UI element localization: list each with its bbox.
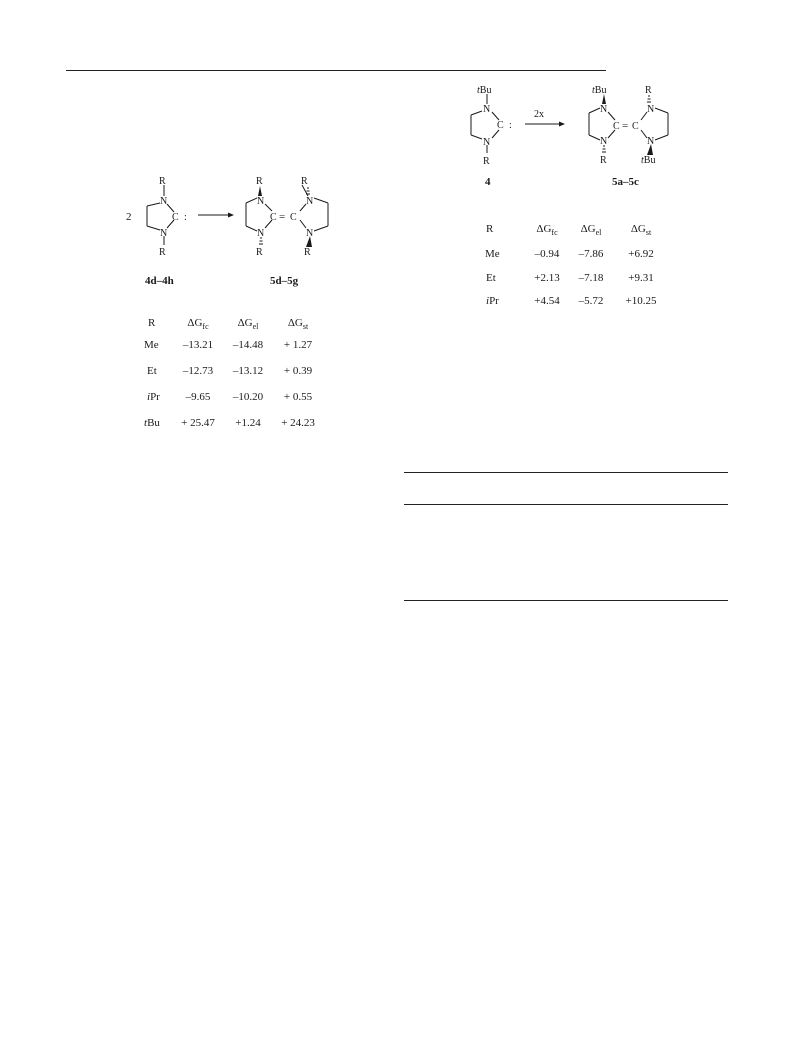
atom-c-carbene: C — [172, 212, 179, 223]
energy-table-right — [485, 223, 657, 307]
row-el: +1.24 — [235, 417, 261, 429]
atom-n-bottom: N — [160, 228, 168, 239]
table-row — [144, 417, 315, 429]
atom-r-p4: R — [304, 247, 311, 258]
atom-r-p2: R — [256, 247, 263, 258]
tbu-product-bottom: tBu — [641, 155, 656, 166]
atom-n-q2: N — [600, 136, 608, 147]
atom-n-bottom-right: N — [483, 137, 491, 148]
row-el: –5.72 — [578, 295, 604, 307]
atom-n-q1: N — [600, 104, 608, 115]
atom-n-q3: N — [647, 104, 655, 115]
atom-c-carbene-right: C — [497, 120, 504, 131]
atom-n-top-right: N — [483, 104, 491, 115]
reaction-arrow-left — [198, 213, 234, 218]
reactant-label-left: 4d–4h — [145, 275, 174, 287]
product-label-right: 5a–5c — [612, 176, 639, 188]
top-rule — [66, 70, 606, 71]
row-st: + 1.27 — [283, 339, 313, 351]
row-el: –7.86 — [578, 248, 604, 260]
row-r: Me — [485, 248, 500, 260]
row-el: –14.48 — [232, 339, 264, 351]
row-r: tBu — [144, 417, 160, 429]
table-top-rule — [404, 472, 728, 473]
hash-bond-r-top — [647, 96, 651, 102]
table-row — [486, 272, 654, 284]
row-fc: +4.54 — [534, 295, 560, 307]
row-st: +10.25 — [625, 295, 657, 307]
reactant-label-right: 4 — [485, 176, 491, 188]
row-st: + 0.55 — [283, 391, 313, 403]
row-fc: –13.21 — [182, 339, 214, 351]
double-bond-right: = — [622, 120, 629, 132]
table-bottom-rule — [404, 600, 728, 601]
col-header-el: $\Delta G_{el}$ — [237, 317, 259, 331]
wedge-bond-top-left — [258, 186, 262, 196]
product-label-left: 5d–5g — [270, 275, 299, 287]
row-fc: + 25.47 — [181, 417, 215, 429]
col-header-r: R — [486, 223, 494, 235]
row-r: Et — [147, 365, 157, 377]
carbene-dots-right: : — [509, 120, 512, 131]
row-r: iPr — [147, 391, 160, 403]
atom-c-q1: C — [613, 121, 620, 132]
col-header-r: R — [148, 317, 156, 329]
table-row — [144, 339, 313, 351]
row-st: + 24.23 — [281, 417, 315, 429]
col-header-st: $\Delta G_{st}$ — [630, 223, 652, 237]
table-row — [147, 365, 313, 377]
row-r: iPr — [486, 295, 499, 307]
row-st: +6.92 — [628, 248, 654, 260]
row-r: Me — [144, 339, 159, 351]
col-header-st: $\Delta G_{st}$ — [287, 317, 309, 331]
row-fc: –9.65 — [185, 391, 211, 403]
atom-n-p1: N — [257, 196, 265, 207]
row-el: –13.12 — [232, 365, 264, 377]
atom-c-p2: C — [290, 212, 297, 223]
row-fc: –0.94 — [534, 248, 560, 260]
row-st: + 0.39 — [283, 365, 313, 377]
row-r: Et — [486, 272, 496, 284]
atom-n-p2: N — [257, 228, 265, 239]
atom-n-q4: N — [647, 136, 655, 147]
col-header-el: $\Delta G_{el}$ — [580, 223, 602, 237]
col-header-fc: $\Delta G_{fc}$ — [187, 317, 209, 331]
coefficient: 2 — [126, 211, 132, 223]
atom-r-bottom: R — [159, 247, 166, 258]
energy-table-left — [144, 317, 315, 429]
atom-r-q2: R — [600, 155, 607, 166]
table-header-rule — [404, 504, 728, 505]
atom-c-q2: C — [632, 121, 639, 132]
atom-r-q3: R — [645, 85, 652, 96]
row-fc: –12.73 — [182, 365, 214, 377]
scheme-right — [455, 80, 705, 310]
atom-r-bottom-right: R — [483, 156, 490, 167]
atom-r-p3: R — [301, 176, 308, 187]
row-el: –7.18 — [578, 272, 604, 284]
tbu-product-top: tBu — [592, 85, 607, 96]
table-row — [485, 248, 654, 260]
row-fc: +2.13 — [534, 272, 560, 284]
col-header-fc: $\Delta G_{fc}$ — [536, 223, 558, 237]
row-st: +9.31 — [628, 272, 654, 284]
atom-n-top: N — [160, 196, 168, 207]
table-row — [147, 391, 313, 403]
atom-r-top: R — [159, 176, 166, 187]
atom-c-p1: C — [270, 212, 277, 223]
atom-n-p4: N — [306, 228, 314, 239]
atom-r-p1: R — [256, 176, 263, 187]
row-el: –10.20 — [232, 391, 264, 403]
product-olefin-left — [246, 185, 328, 231]
double-bond: = — [279, 211, 286, 223]
scheme-left — [120, 168, 370, 438]
tbu-reactant: tBu — [477, 85, 492, 96]
atom-n-p3: N — [306, 196, 314, 207]
arrow-label: 2x — [534, 109, 544, 120]
carbene-dots: : — [184, 212, 187, 223]
reaction-arrow-right — [525, 122, 565, 127]
table-row — [486, 295, 657, 307]
